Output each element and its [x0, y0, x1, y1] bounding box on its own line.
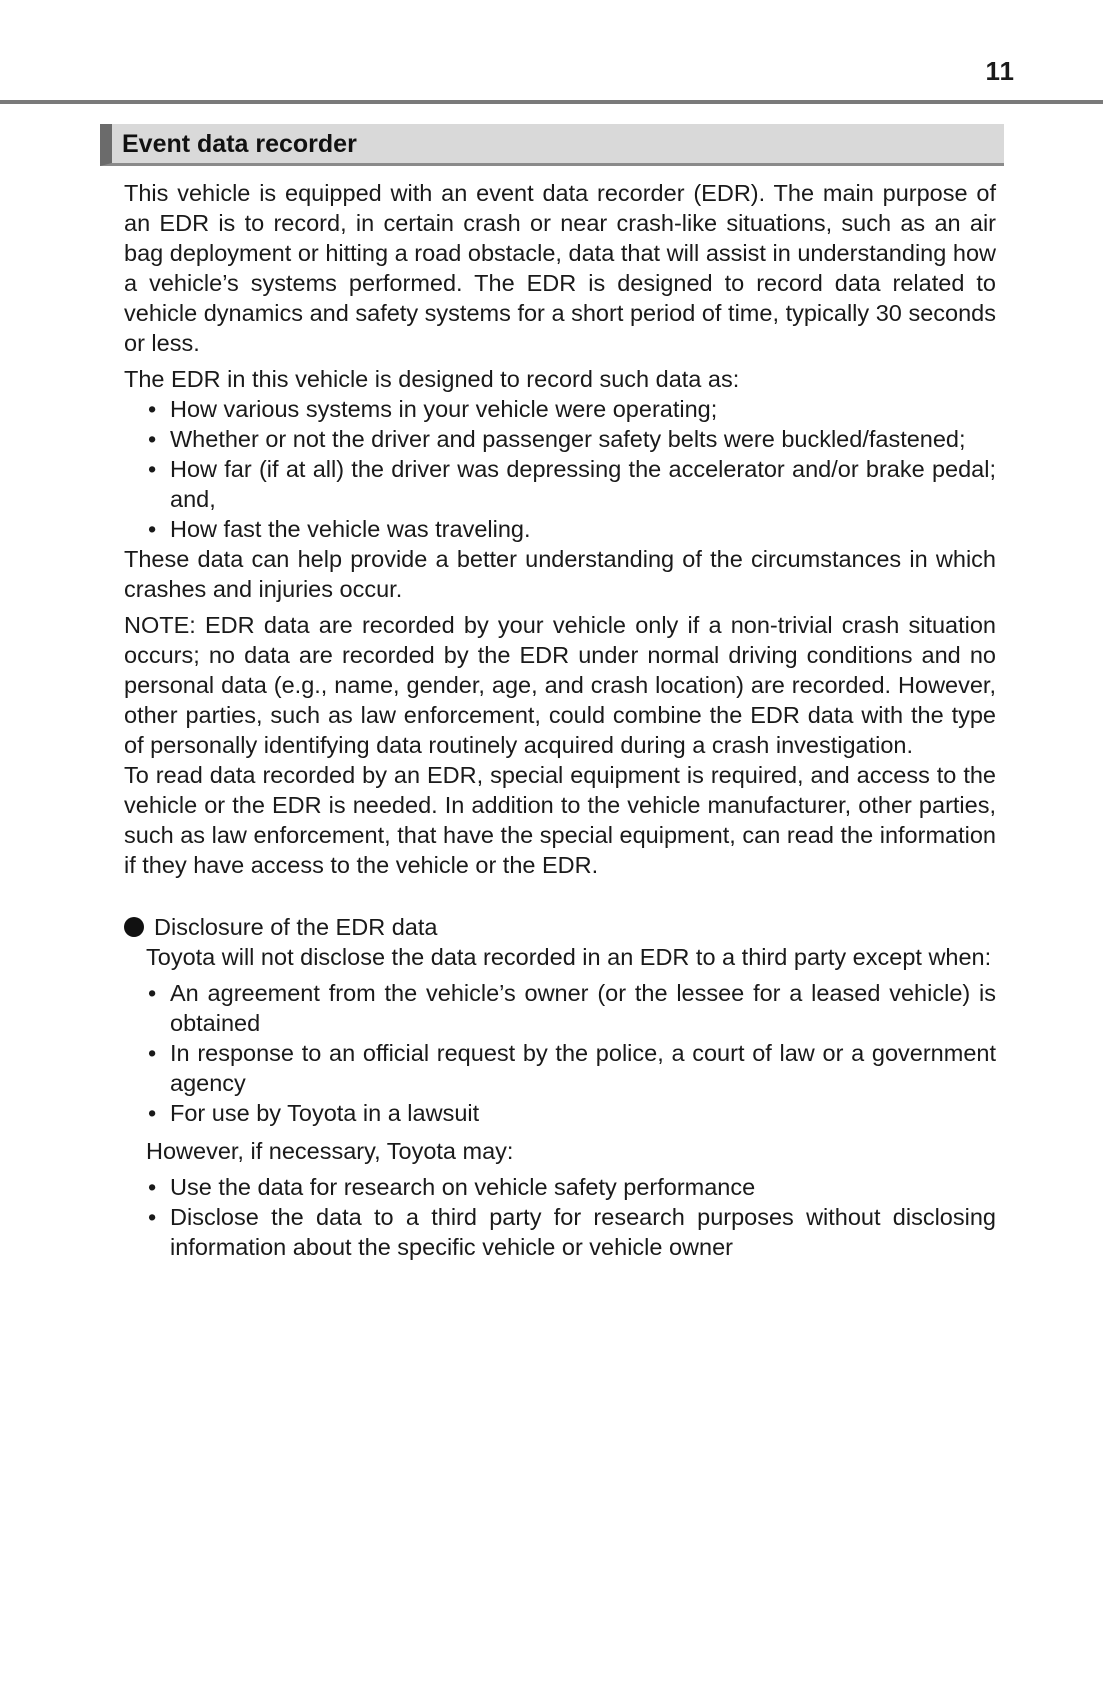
list-item [124, 394, 996, 424]
list-item-text: Disclose the data to a third party for research purposes without disclosing information about the specific vehicle or vehicle owner [170, 1204, 996, 1260]
bullet-icon: • [148, 1174, 157, 1200]
list-item-text: For use by Toyota in a lawsuit [170, 1100, 480, 1126]
bullet-icon: • [148, 1100, 157, 1126]
except-items-list [146, 978, 996, 1128]
note-paragraph: NOTE: EDR data are recorded by your vehicle only if a non-trivial crash situation occurs; no data are recorded by the EDR under normal driving conditions and no personal data (e.g., name, gender, age, and crash location) are recorded. However, other parties, such as law enforcement, could combine the EDR data with the type of personally identifying data routinely acquired during a crash investigation. [124, 612, 996, 758]
header-divider [0, 100, 1103, 104]
help-paragraph: These data can help provide a better understanding of the circumstances in which crashes and injuries occur. [124, 546, 996, 602]
disclosure-section [124, 912, 996, 1262]
disclosure-heading-text: Disclosure of the EDR data [154, 914, 438, 940]
list-item [124, 514, 996, 544]
may-items-list [146, 1172, 996, 1262]
bullet-icon: • [148, 1040, 157, 1066]
bullet-icon: • [148, 1204, 157, 1230]
bullet-icon: • [148, 456, 157, 482]
page-number: 11 [985, 56, 1015, 86]
bullet-icon: • [148, 396, 157, 422]
list-item-text: How various systems in your vehicle were operating; [170, 396, 718, 422]
bullet-icon: • [148, 426, 157, 452]
list-item [124, 454, 996, 514]
list-item-text: Whether or not the driver and passenger safety belts were buckled/fastened; [170, 426, 966, 452]
list-item-text: An agreement from the vehicle’s owner (or the lessee for a leased vehicle) is obtained [170, 980, 996, 1036]
disclosure-body [124, 942, 996, 1262]
disclosure-intro: Toyota will not disclose the data recorded in an EDR to a third party except when: [146, 944, 992, 970]
list-item [146, 978, 996, 1038]
list-item [124, 424, 996, 454]
main-content [124, 178, 996, 1262]
bullet-icon: • [148, 516, 157, 542]
list-item-text: In response to an official request by the police, a court of law or a government agency [170, 1040, 996, 1096]
list-item [146, 1172, 996, 1202]
list-item-text: How far (if at all) the driver was depressing the accelerator and/or brake pedal; and, [170, 456, 996, 512]
however-text: However, if necessary, Toyota may: [146, 1138, 514, 1164]
intro-paragraph: This vehicle is equipped with an event data recorder (EDR). The main purpose of an EDR is to record, in certain crash or near crash-like situations, such as an air bag deployment or hitting a road obstacle, data that will assist in understanding how a vehicle’s systems performed. The EDR is designed to record data related to vehicle dynamics and safety systems for a short period of time, typically 30 seconds or less. [124, 180, 996, 356]
section-heading: Event data recorder [100, 124, 1004, 166]
disclosure-heading [124, 912, 996, 942]
bullet-icon: • [148, 980, 157, 1006]
record-items-list [124, 394, 996, 544]
list-item [146, 1038, 996, 1098]
read-paragraph: To read data recorded by an EDR, special equipment is required, and access to the vehicle or the EDR is needed. In addition to the vehicle manufacturer, other parties, such as law enforcement, that have the special equipment, can read the information if they have access to the vehicle or the EDR. [124, 762, 996, 878]
list-item [146, 1098, 996, 1128]
record-intro: The EDR in this vehicle is designed to record such data as: [124, 366, 740, 392]
list-item-text: How fast the vehicle was traveling. [170, 516, 531, 542]
list-item-text: Use the data for research on vehicle safety performance [170, 1174, 756, 1200]
filled-circle-icon [124, 917, 144, 937]
list-item [146, 1202, 996, 1262]
